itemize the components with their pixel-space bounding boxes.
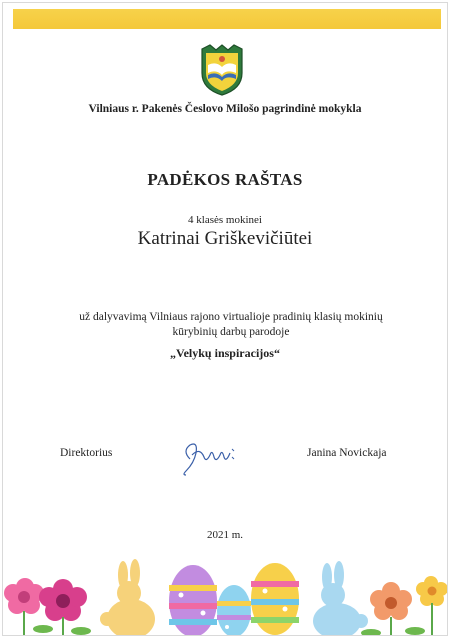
easter-egg-icon [251,563,299,635]
event-name: „Velykų inspiracijos“ [170,346,280,360]
description-line-1: už dalyvavimą Vilniaus rajono virtualioje pradinių klasių mokinių [79,311,383,323]
award-description [63,310,399,340]
certificate-title: PADĖKOS RAŠTAS [147,170,303,189]
bunny-icon [100,559,155,636]
grade-line: 4 klasės mokinei [188,214,262,226]
easter-decoration [3,559,448,636]
easter-egg-icon [169,565,217,636]
signer-role: Direktorius [60,447,113,459]
flower-icon [370,582,412,636]
signer-name: Janina Novickaja [307,447,387,459]
handwritten-signature [176,437,242,479]
recipient-name: Katrinai Griškevičiūtei [137,228,313,249]
bunny-icon [313,561,368,636]
certificate-page [2,2,448,636]
description-line-2: kūrybinių darbų parodoje [172,326,290,338]
school-name: Vilniaus r. Pakenės Česlovo Milošo pagrindinė mokykla [88,103,362,115]
issue-year: 2021 m. [206,529,244,541]
school-crest-icon [196,43,248,97]
top-decorative-band [13,9,441,29]
flower-icon [416,576,448,636]
easter-egg-icon [217,585,251,636]
